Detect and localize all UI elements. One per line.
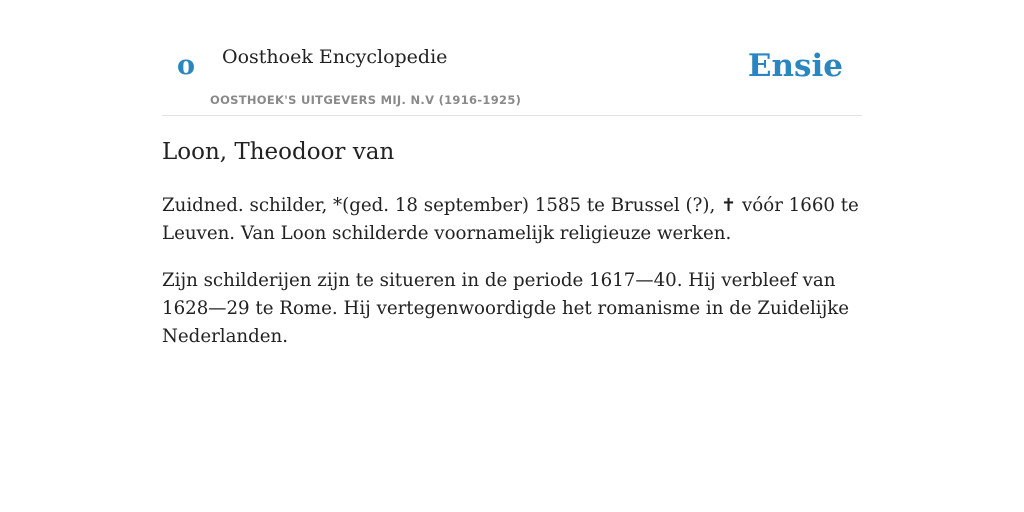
book-title-link[interactable]: Oosthoek Encyclopedie <box>222 46 448 68</box>
ensie-logo-link[interactable]: Ensie <box>747 48 843 84</box>
entry-title: Loon, Theodoor van <box>162 139 395 165</box>
entry-paragraph: Zijn schilderijen zijn te situeren in de periode 1617—40. Hij verbleef van 1628—29 te Rome. Hij vertegenwoordigde het romanisme in de Zuidelijke Nederlanden. <box>162 270 850 347</box>
page-container <box>162 0 862 347</box>
header <box>162 0 862 116</box>
publisher-label: OOSTHOEK'S UITGEVERS MIJ. N.V (1916-1925) <box>210 93 522 107</box>
book-logo-icon[interactable]: o <box>177 50 196 81</box>
entry-body <box>162 192 862 370</box>
entry-paragraph: Zuidned. schilder, *(ged. 18 september) 1585 te Brussel (?), ✝ vóór 1660 te Leuven. Van Loon schilderde voornamelijk religieuze werken. <box>162 195 859 244</box>
